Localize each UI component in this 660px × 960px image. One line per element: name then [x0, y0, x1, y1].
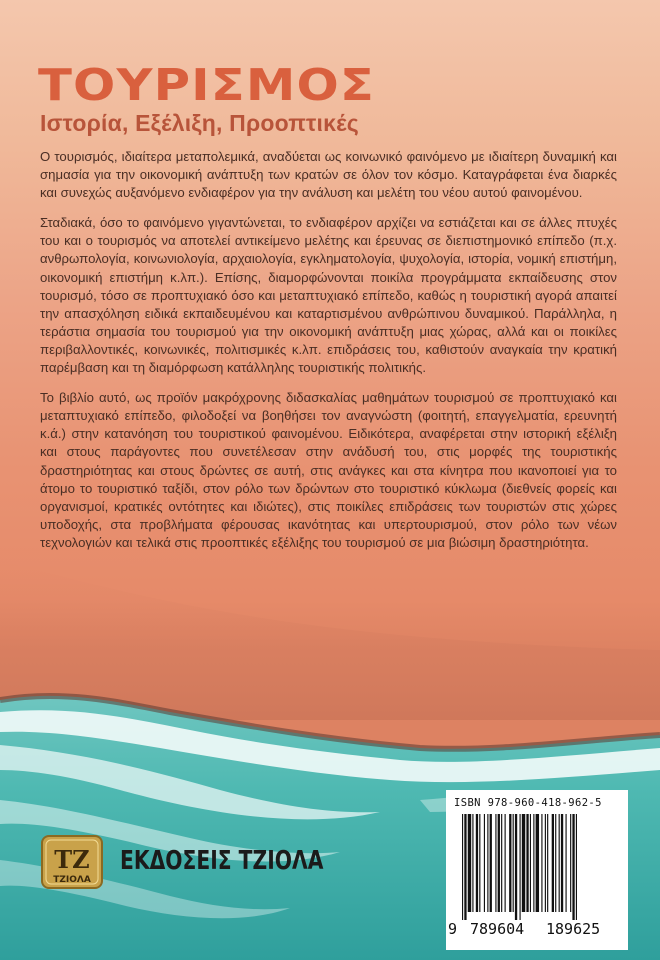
- barcode-bar: [495, 814, 496, 912]
- barcode-bar: [462, 814, 463, 920]
- barcode-bar: [576, 814, 577, 920]
- barcode-bar: [552, 814, 554, 912]
- blurb-paragraph-2: Σταδιακά, όσο το φαινόμενο γιγαντώνεται, το ενδιαφέρον αρχίζει να εστιάζεται και σε άλλες πτυχές του και ο τουρισμός να αποτελεί αντικείμενο μελέτης και έρευνας σε διεπιστημονικό επίπεδο (π.χ. ανθρωπολογία, κοινωνιολογία, αρχαιολογία, εγκληματολογία, ψυχολογία, ιστορία, νομική επιστήμη, οικονομική επιστήμη κ.λπ.). Επίσης, διαμορφώνονται ποικίλα προγράμματα εκπαίδευσης στον τουρισμό, τόσο σε προπτυχιακό όσο και μεταπτυχιακό επίπεδο, καθώς η τουριστική αγορά απαιτεί την απασχόληση ειδικά εκπαιδευμένου και καταρτισμένου ανθρώπινου δυναμικού. Παράλληλα, η τεράστια σημασία του τουρισμού για την οικονομική ανάπτυξη μιας χώρας, αλλά και οι ποικίλες περιβαλλοντικές, κοινωνικές, πολιτισμικές κ.λπ. επιδράσεις του, καθιστούν αναγκαία την κρατική παρέμβαση και τη διαμόρφωση κατάλληλης τουριστικής πολιτικής.: [40, 215, 617, 376]
- publisher-seal-icon: [40, 834, 104, 890]
- barcode-bar: [572, 814, 574, 920]
- blurb-paragraph-1: Ο τουρισμός, ιδιαίτερα μεταπολεμικά, αναδύεται ως κοινωνικό φαινόμενο με ιδιαίτερη δυναμική και σημασία για την οικονομική ανάπτυξη των κρατών σε όλον τον κόσμο. Καταγράφεται ένα διαρκές και συνεχώς αυξανόμενο ενδιαφέρον για την ανάλυση και μελέτη του νέου αυτού φαινομένου.: [40, 149, 617, 201]
- book-subtitle: Ιστορία, Εξέλιξη, Προοπτικές: [40, 110, 359, 136]
- barcode-bar: [570, 814, 571, 912]
- barcode-bar: [545, 814, 546, 912]
- barcode-bar: [464, 814, 466, 920]
- barcode-bar: [490, 814, 492, 912]
- barcode-bar: [501, 814, 502, 912]
- barcode-icon: [458, 814, 618, 920]
- barcode-bar: [472, 814, 473, 912]
- barcode-bar: [505, 814, 506, 912]
- logo-name: ΤΖΙΟΛΑ: [53, 875, 91, 885]
- barcode-bar: [547, 814, 548, 912]
- barcode-bar: [536, 814, 539, 912]
- barcode-bar: [530, 814, 531, 912]
- logo-letters: ΤΖ: [54, 845, 90, 874]
- barcode-bar: [515, 814, 517, 920]
- barcode-digit-first: 9: [448, 920, 458, 938]
- barcode-bar: [468, 814, 471, 912]
- barcode-bar: [561, 814, 563, 912]
- isbn-label: ISBN 978-960-418-962-5: [454, 797, 602, 809]
- barcode-bar: [526, 814, 528, 912]
- barcode-bar: [509, 814, 511, 912]
- blurb-text: [40, 148, 617, 564]
- barcode-bar: [541, 814, 542, 912]
- barcode-bar: [566, 814, 567, 912]
- barcode-bar: [484, 814, 485, 912]
- barcode-digits-left: 789604: [470, 920, 525, 938]
- publisher-logo: [40, 834, 104, 890]
- barcode-bar: [487, 814, 488, 912]
- barcode-bar: [533, 814, 534, 912]
- barcode-bar: [520, 814, 521, 920]
- barcode-bar: [498, 814, 500, 912]
- barcode-digits: [446, 920, 628, 942]
- barcode-bar: [522, 814, 525, 912]
- isbn-barcode-box: [446, 790, 628, 950]
- barcode-digits-right: 189625: [546, 920, 601, 938]
- barcode-bar: [555, 814, 556, 912]
- book-title: ΤΟΥΡΙΣΜΟΣ: [38, 60, 375, 111]
- publisher-name: ΕΚΔΟΣΕΙΣ ΤΖΙΟΛΑ: [120, 846, 324, 876]
- barcode-bar: [513, 814, 514, 912]
- barcode-bar: [479, 814, 480, 912]
- barcode-bar: [559, 814, 560, 912]
- blurb-paragraph-3: Το βιβλίο αυτό, ως προϊόν μακρόχρονης διδασκαλίας μαθημάτων τουρισμού σε προπτυχιακό και μεταπτυχιακό επίπεδο, φιλοδοξεί να βοηθήσει τον αναγνώστη (φοιτητή, επαγγελματία, ερευνητή κ.ά.) στην κατανόηση του τουριστικού φαινομένου. Ειδικότερα, αναφέρεται στην ιστορική εξέλιξη και στους παράγοντες που συνετέλεσαν στην ανάδυσή του, στις μορφές της τουριστικής δραστηριότητας και στους δρώντες σε αυτή, στις ανάγκες και στα κίνητρα που ικανοποιεί για το άτομο το τουριστικό ταξίδι, στον ρόλο των δρώντων στο τουριστικό κύκλωμα (διεθνείς φορείς και οργανισμοί, κρατικές οντότητες και ιδιώτες), στις ποικίλες επιδράσεις των τουριστών στις χώρες υποδοχής, στα προβλήματα φέρουσας ικανότητας και υπερτουρισμού, στον ρόλο των νέων τεχνολογιών και τελικά στις προοπτικές εξέλιξης του τουρισμού σε μια βιώσιμη δραστηριότητα.: [40, 390, 617, 550]
- barcode-bar: [476, 814, 478, 912]
